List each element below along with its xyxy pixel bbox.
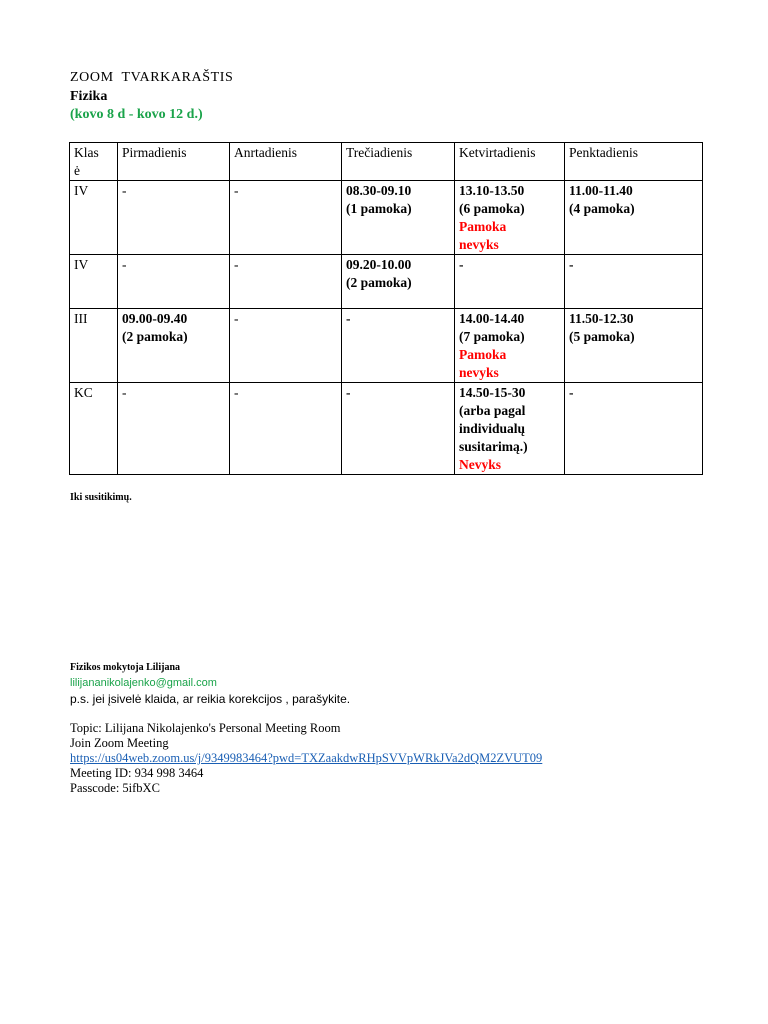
table-cell-antradienis: - xyxy=(230,383,342,475)
lesson-cancelled-label: Pamoka xyxy=(459,219,507,234)
header-friday: Penktadienis xyxy=(565,143,703,181)
table-cell-klase: IV xyxy=(70,181,118,255)
table-cell-treciadienis: 09.20-10.00 (2 pamoka) xyxy=(342,255,455,309)
table-cell-treciadienis: - xyxy=(342,383,455,475)
document-title: ZOOM TVARKARAŠTIS xyxy=(70,70,234,85)
table-cell-antradienis: - xyxy=(230,255,342,309)
table-cell-antradienis: - xyxy=(230,309,342,383)
header-monday: Pirmadienis xyxy=(118,143,230,181)
header-class: Klas ė xyxy=(70,143,118,181)
table-row xyxy=(70,181,703,255)
table-row xyxy=(70,383,703,475)
teacher-signature: Fizikos mokytoja Lilijana xyxy=(70,662,181,673)
table-cell-ketvirtadienis: 14.00-14.40 (7 pamoka) Pamoka nevyks xyxy=(455,309,565,383)
table-cell-ketvirtadienis: - xyxy=(455,255,565,309)
table-cell-pirmadienis: 09.00-09.40 (2 pamoka) xyxy=(118,309,230,383)
header-thursday: Ketvirtadienis xyxy=(455,143,565,181)
header-wednesday: Trečiadienis xyxy=(342,143,455,181)
table-row xyxy=(70,255,703,309)
table-cell-antradienis: - xyxy=(230,181,342,255)
lesson-cancelled-label: nevyks xyxy=(459,365,499,380)
lesson-cancelled-label: nevyks xyxy=(459,237,499,252)
table-cell-penktadienis: - xyxy=(565,255,703,309)
table-row xyxy=(70,309,703,383)
table-cell-penktadienis: 11.00-11.40 (4 pamoka) xyxy=(565,181,703,255)
table-cell-klase: KC xyxy=(70,383,118,475)
table-cell-ketvirtadienis: 13.10-13.50 (6 pamoka) Pamoka nevyks xyxy=(455,181,565,255)
table-header-row xyxy=(70,143,703,181)
zoom-topic: Topic: Lilijana Nikolajenko's Personal Meeting Room xyxy=(70,721,341,735)
table-cell-pirmadienis: - xyxy=(118,383,230,475)
zoom-meeting-link[interactable]: https://us04web.zoom.us/j/9349983464?pwd=TXZaakdwRHpSVVpWRkJVa2dQM2ZVUT09 xyxy=(70,751,543,765)
document-subject: Fizika xyxy=(70,89,108,104)
zoom-passcode: Passcode: 5ifbXC xyxy=(70,781,160,795)
header-tuesday: Anrtadienis xyxy=(230,143,342,181)
table-cell-klase: III xyxy=(70,309,118,383)
closing-text: Iki susitikimų. xyxy=(70,492,132,503)
table-cell-klase: IV xyxy=(70,255,118,309)
table-cell-penktadienis: - xyxy=(565,383,703,475)
table-cell-pirmadienis: - xyxy=(118,255,230,309)
lesson-cancelled-label: Nevyks xyxy=(459,457,502,472)
lesson-cancelled-label: Pamoka xyxy=(459,347,507,362)
teacher-email[interactable]: lilijananikolajenko@gmail.com xyxy=(70,677,217,689)
table-cell-treciadienis: - xyxy=(342,309,455,383)
zoom-meeting-id: Meeting ID: 934 998 3464 xyxy=(70,766,204,780)
schedule-table xyxy=(69,142,703,475)
zoom-meeting-info xyxy=(70,721,542,796)
zoom-join-label: Join Zoom Meeting xyxy=(70,736,169,750)
table-cell-pirmadienis: - xyxy=(118,181,230,255)
table-cell-penktadienis: 11.50-12.30 (5 pamoka) xyxy=(565,309,703,383)
document-dates: (kovo 8 d - kovo 12 d.) xyxy=(70,107,203,122)
table-cell-ketvirtadienis: 14.50-15-30 (arba pagal individualų susitarimą.) Nevyks xyxy=(455,383,565,475)
table-cell-treciadienis: 08.30-09.10 (1 pamoka) xyxy=(342,181,455,255)
postscript-note: p.s. jei įsivelė klaida, ar reikia korekcijos , parašykite. xyxy=(70,692,351,706)
